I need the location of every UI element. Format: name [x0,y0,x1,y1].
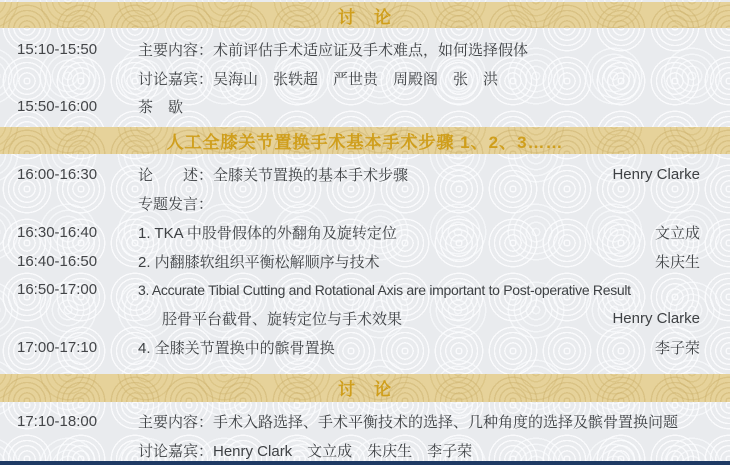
time-cell: 16:30-16:40 [17,223,98,241]
session-text: 论 述：全膝关节置换的基本手术步骤 [138,167,409,185]
time-cell: 16:50-17:00 [17,281,98,299]
banner-surgery-steps [0,127,730,154]
banner-title: 人工全膝关节置换手术基本手术步骤 1、2、3…… [166,133,564,153]
time-cell: 16:00-16:30 [17,166,98,184]
schedule-row [0,35,730,64]
time-cell: 15:10-15:50 [17,40,98,58]
session-text: 主要内容：术前评估手术适应证及手术难点，如何选择假体 [138,41,529,59]
banner-discussion-1 [0,2,730,28]
schedule-block-1 [0,28,730,127]
time-cell: 17:10-18:00 [17,412,98,430]
session-text: 专题发言： [138,196,214,214]
schedule-row [0,276,730,305]
schedule-row [0,189,730,218]
speaker-name: 文立成 [654,224,700,242]
schedule-row [0,304,730,333]
schedule-row [0,93,730,122]
schedule-block-2 [0,154,730,368]
session-text: 讨论嘉宾：Henry Clark 文立成 朱庆生 李子荣 [138,442,473,460]
schedule-row [0,407,730,436]
banner-title: 讨 论 [338,7,392,27]
banner-title: 讨 论 [338,380,392,400]
schedule-row [0,160,730,189]
schedule-block-3 [0,402,730,465]
schedule-row [0,218,730,247]
session-text: 4. 全膝关节置换中的髌骨置换 [138,340,335,358]
session-text: 主要内容：手术入路选择、手术平衡技术的选择、几种角度的选择及髌骨置换问题 [138,413,679,431]
speaker-name: 李子荣 [654,340,700,358]
speaker-name: Henry Clarke [612,166,700,184]
speaker-name: Henry Clarke [612,310,700,328]
session-text: 茶 歇 [138,99,184,117]
session-text: 讨论嘉宾：吴海山 张轶超 严世贵 周殿阁 张 洪 [138,70,499,88]
schedule-row [0,64,730,93]
bottom-edge-bar [0,461,730,465]
time-cell: 17:00-17:10 [17,339,98,357]
banner-discussion-2 [0,374,730,402]
session-text: 2. 内翻膝软组织平衡松解顺序与技术 [138,253,380,271]
time-cell: 16:40-16:50 [17,252,98,270]
speaker-name: 朱庆生 [654,253,700,271]
session-text: 1. TKA 中股骨假体的外翻角及旋转定位 [138,224,397,242]
schedule-row [0,247,730,276]
session-text: 3. Accurate Tibial Cutting and Rotational Axis are important to Post-operative Result [138,281,631,298]
session-text: 胫骨平台截骨、旋转定位与手术效果 [162,311,403,329]
schedule-row [0,333,730,362]
time-cell: 15:50-16:00 [17,98,98,116]
